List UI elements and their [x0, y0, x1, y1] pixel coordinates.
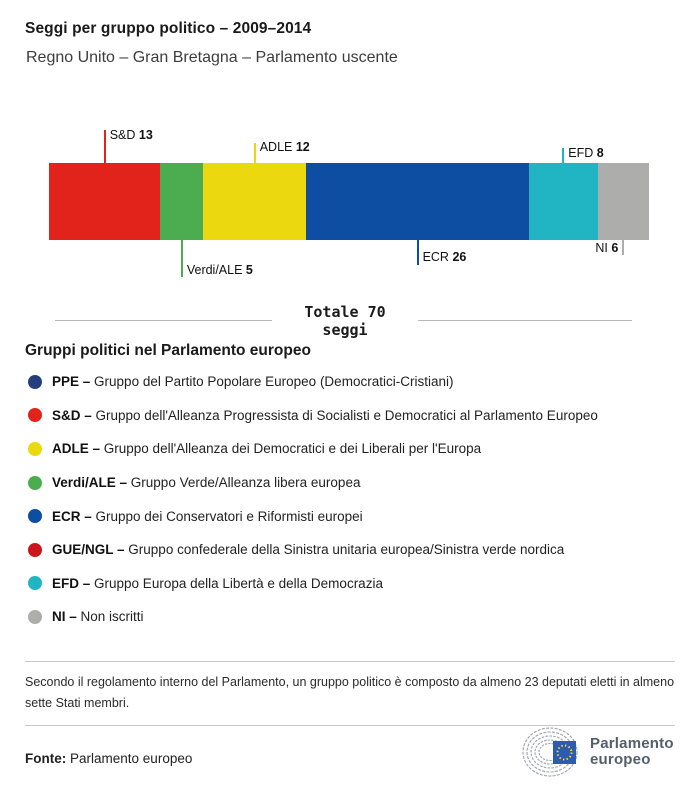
- european-parliament-logo: [520, 724, 690, 780]
- legend-desc: Gruppo dell'Alleanza Progressista di Socialisti e Democratici al Parlamento Europeo: [95, 407, 598, 423]
- legend-abbr: NI –: [52, 609, 77, 625]
- page-subtitle: Regno Unito – Gran Bretagna – Parlamento uscente: [26, 49, 398, 66]
- legend-item-adle: [28, 432, 688, 466]
- source-value: Parlamento europeo: [70, 751, 193, 766]
- verdi-ale-color-dot: [28, 476, 42, 490]
- legend-desc: Gruppo dell'Alleanza dei Democratici e dei Liberali per l'Europa: [103, 441, 482, 457]
- legend-desc: Non iscritti: [80, 609, 144, 625]
- callout-label-ecr: ECR 26: [422, 250, 467, 264]
- callout-tick-verdi-ale: [181, 240, 183, 277]
- callout-label-adle: ADLE 12: [259, 140, 310, 154]
- legend-abbr: Verdi/ALE –: [52, 475, 128, 491]
- divider-line-right: [418, 320, 632, 321]
- sd-color-dot: [28, 408, 42, 422]
- callout-tick-efd: [562, 148, 564, 163]
- legend-desc: Gruppo confederale della Sinistra unitaria europea/Sinistra verde nordica: [128, 542, 565, 558]
- callout-label-s-d: S&D 13: [109, 128, 153, 142]
- legend-abbr: PPE –: [52, 374, 91, 390]
- page-title: Seggi per gruppo politico – 2009–2014: [25, 20, 312, 37]
- callout-label-efd: EFD 8: [568, 146, 604, 160]
- total-line1: Totale 70: [304, 303, 386, 321]
- ppe-color-dot: [28, 375, 42, 389]
- gue-ngl-color-dot: [28, 543, 42, 557]
- legend-list: [28, 365, 688, 634]
- legend-desc: Gruppo Verde/Alleanza libera europea: [130, 475, 361, 491]
- source-line: [25, 751, 192, 766]
- legend-abbr: S&D –: [52, 407, 92, 423]
- total-divider: [0, 302, 700, 338]
- legend-item-efd: [28, 567, 688, 601]
- total-line2: seggi: [322, 321, 368, 339]
- legend-item-sd: [28, 399, 688, 433]
- adle-color-dot: [28, 442, 42, 456]
- efd-color-dot: [28, 576, 42, 590]
- hemicycle-eu-flag-icon: [520, 725, 578, 779]
- bar-segment-s-d: [49, 163, 160, 240]
- legend-abbr: ADLE –: [52, 441, 101, 457]
- legend-heading: Gruppi politici nel Parlamento europeo: [25, 342, 311, 359]
- logo-line1: Parlamento: [590, 735, 674, 752]
- seat-bar-chart: [0, 120, 700, 295]
- callout-tick-ecr: [417, 240, 419, 265]
- logo-wordmark: [590, 736, 674, 768]
- bar-segment-adle: [203, 163, 306, 240]
- ecr-color-dot: [28, 509, 42, 523]
- legend-abbr: ECR –: [52, 508, 92, 524]
- legend-item-ppe: [28, 365, 688, 399]
- bar-segment-ecr: [306, 163, 529, 240]
- legend-desc: Gruppo Europa della Libertà e della Democrazia: [94, 575, 383, 591]
- legend-item-ecr: [28, 499, 688, 533]
- callout-tick-s-d: [104, 130, 106, 163]
- bar-segment-ni: [598, 163, 649, 240]
- stacked-bar: [49, 163, 649, 240]
- logo-line2: europeo: [590, 751, 651, 768]
- legend-desc: Gruppo del Partito Popolare Europeo (Democratici-Cristiani): [94, 374, 454, 390]
- legend-desc: Gruppo dei Conservatori e Riformisti europei: [95, 508, 363, 524]
- source-label: Fonte:: [25, 751, 67, 766]
- bar-segment-verdi-ale: [160, 163, 203, 240]
- callout-label-verdi-ale: Verdi/ALE 5: [186, 263, 253, 277]
- legend-item-verdi-ale: [28, 466, 688, 500]
- divider-line-left: [55, 320, 272, 321]
- callout-tick-ni: [622, 240, 624, 255]
- legend-abbr: GUE/NGL –: [52, 542, 125, 558]
- callout-label-ni: NI 6: [595, 241, 619, 255]
- bar-segment-efd: [529, 163, 598, 240]
- total-seats-label: [272, 303, 418, 339]
- legend-item-gue-ngl: [28, 533, 688, 567]
- callout-tick-adle: [254, 143, 256, 163]
- ni-color-dot: [28, 610, 42, 624]
- footnote: Secondo il regolamento interno del Parlamento, un gruppo politico è composto da almeno 23 deputati eletti in almeno sette Stati membri.: [25, 661, 675, 726]
- legend-item-ni: [28, 600, 688, 634]
- legend-abbr: EFD –: [52, 575, 91, 591]
